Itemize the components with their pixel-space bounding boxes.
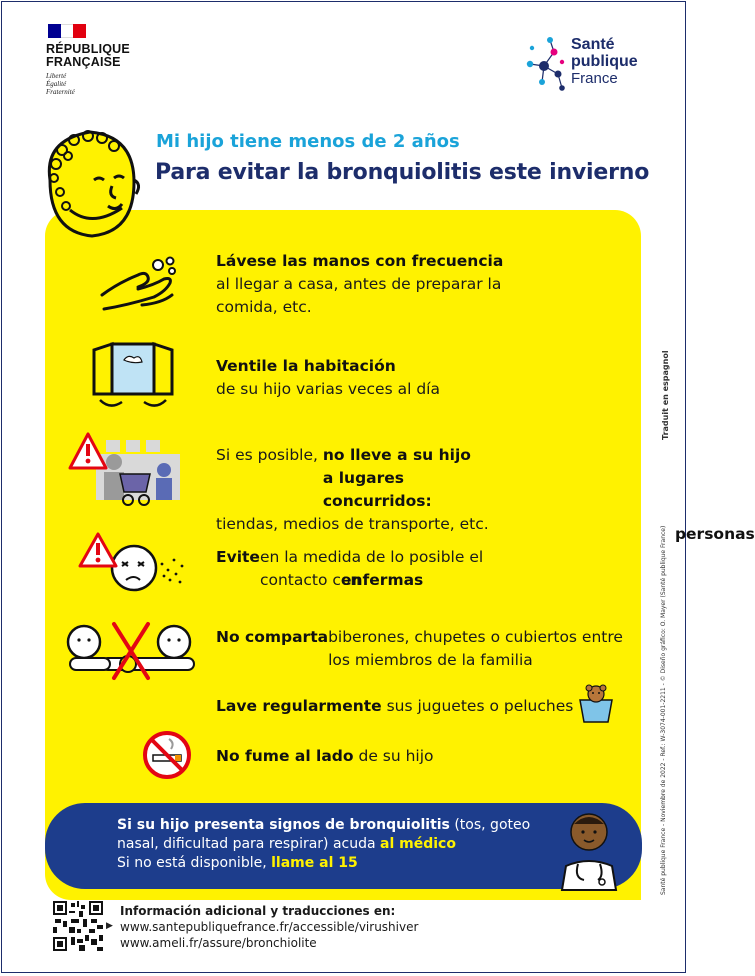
credit-note: Santé publique France - Noviembre de 2022 - Ref.: W-3074-001-2211 - © Diseño gráfico: O. Mayer (Santé publique France) bbox=[660, 525, 667, 895]
tip-avoid-sick-bold2: personas enfermas bbox=[341, 525, 755, 589]
no-smoking-icon bbox=[141, 729, 193, 781]
footer-heading: Información adicional y traducciones en: bbox=[120, 904, 396, 918]
tip-no-sharing-text: biberones, chupetes o cubiertos entre los miembros de la familia bbox=[328, 628, 623, 669]
banner-text bbox=[117, 816, 537, 873]
translated-note: Traduit en espagnol bbox=[661, 350, 670, 440]
hand-washing-icon bbox=[98, 255, 182, 319]
baby-face-icon bbox=[30, 120, 150, 240]
republique-francaise-logo bbox=[46, 24, 130, 96]
subtitle: Mi hijo tiene menos de 2 años bbox=[156, 131, 460, 152]
tip-avoid-crowds bbox=[216, 444, 489, 536]
republic-line-1: RÉPUBLIQUE bbox=[46, 42, 130, 56]
footer-link-santepublique[interactable]: www.santepubliquefrance.fr/accessible/virushiver bbox=[120, 920, 419, 934]
spf-word-publique: publique bbox=[571, 53, 638, 70]
banner-text-2: Si no está disponible, bbox=[117, 855, 272, 871]
crowd-warning-icon bbox=[66, 430, 182, 514]
tip-avoid-crowds-text: tiendas, medios de transporte, etc. bbox=[216, 515, 489, 533]
tip-wash-toys-bold: Lave regularmente bbox=[216, 697, 382, 715]
tip-avoid-crowds-pre: Si es posible, bbox=[216, 446, 323, 464]
arrow-right-icon: ▶ bbox=[106, 921, 113, 931]
toy-in-basin-icon bbox=[576, 682, 616, 724]
tip-ventilate-text: de su hijo varias veces al día bbox=[216, 380, 440, 398]
page-title: Para evitar la bronquiolitis este invierno bbox=[155, 160, 650, 185]
doctor-icon bbox=[556, 808, 622, 890]
tip-no-sharing bbox=[216, 626, 628, 672]
tip-wash-toys-text: sus juguetes o peluches bbox=[381, 697, 574, 715]
tip-wash-hands-bold: Lávese las manos con frecuencia bbox=[216, 252, 504, 270]
tip-avoid-sick-text: en la medida de lo posible el contacto con bbox=[259, 548, 484, 589]
tip-avoid-sick-bold: Evite bbox=[216, 548, 260, 566]
motto-fraternite: Fraternité bbox=[46, 88, 75, 96]
spf-word-sante: Santé bbox=[571, 36, 615, 53]
banner-highlight-doctor: al médico bbox=[380, 836, 456, 852]
footer-link-ameli[interactable]: www.ameli.fr/assure/bronchiolite bbox=[120, 936, 317, 950]
spf-word-france: France bbox=[571, 70, 618, 87]
sante-publique-france-logo bbox=[522, 30, 662, 100]
motto-egalite: Égalité bbox=[46, 80, 67, 88]
french-flag-icon bbox=[48, 24, 86, 38]
banner-text-1: (tos, goteo nasal, dificultad para respirar) acuda bbox=[117, 817, 531, 852]
banner-bold: Si su hijo presenta signos de bronquiolitis bbox=[117, 817, 450, 833]
tip-ventilate-bold: Ventile la habitación bbox=[216, 357, 396, 375]
tip-wash-toys bbox=[216, 695, 573, 718]
tip-ventilate bbox=[216, 355, 689, 401]
tip-no-smoking bbox=[216, 745, 434, 768]
tip-no-smoking-text: de su hijo bbox=[353, 747, 434, 765]
warning-banner bbox=[45, 803, 642, 889]
spf-molecule-icon bbox=[522, 34, 568, 98]
republic-line-2: FRANÇAISE bbox=[46, 55, 121, 69]
tip-wash-hands bbox=[216, 250, 506, 319]
open-window-icon bbox=[90, 338, 176, 412]
tip-wash-hands-text: al llegar a casa, antes de preparar la comida, etc. bbox=[216, 275, 502, 316]
banner-highlight-15: llame al 15 bbox=[271, 855, 358, 871]
tip-avoid-sick bbox=[216, 525, 755, 615]
sneezing-person-icon bbox=[76, 530, 188, 600]
tip-no-smoking-bold: No fume al lado bbox=[216, 747, 354, 765]
qr-code-icon[interactable] bbox=[53, 901, 103, 951]
no-sharing-icon bbox=[62, 618, 196, 682]
motto-liberte: Liberté bbox=[46, 72, 67, 80]
tip-avoid-crowds-bold: no lleve a su hijo a lugares concurridos: bbox=[322, 446, 471, 510]
tip-no-sharing-bold: No comparta bbox=[216, 628, 329, 646]
footer-info bbox=[120, 903, 418, 951]
